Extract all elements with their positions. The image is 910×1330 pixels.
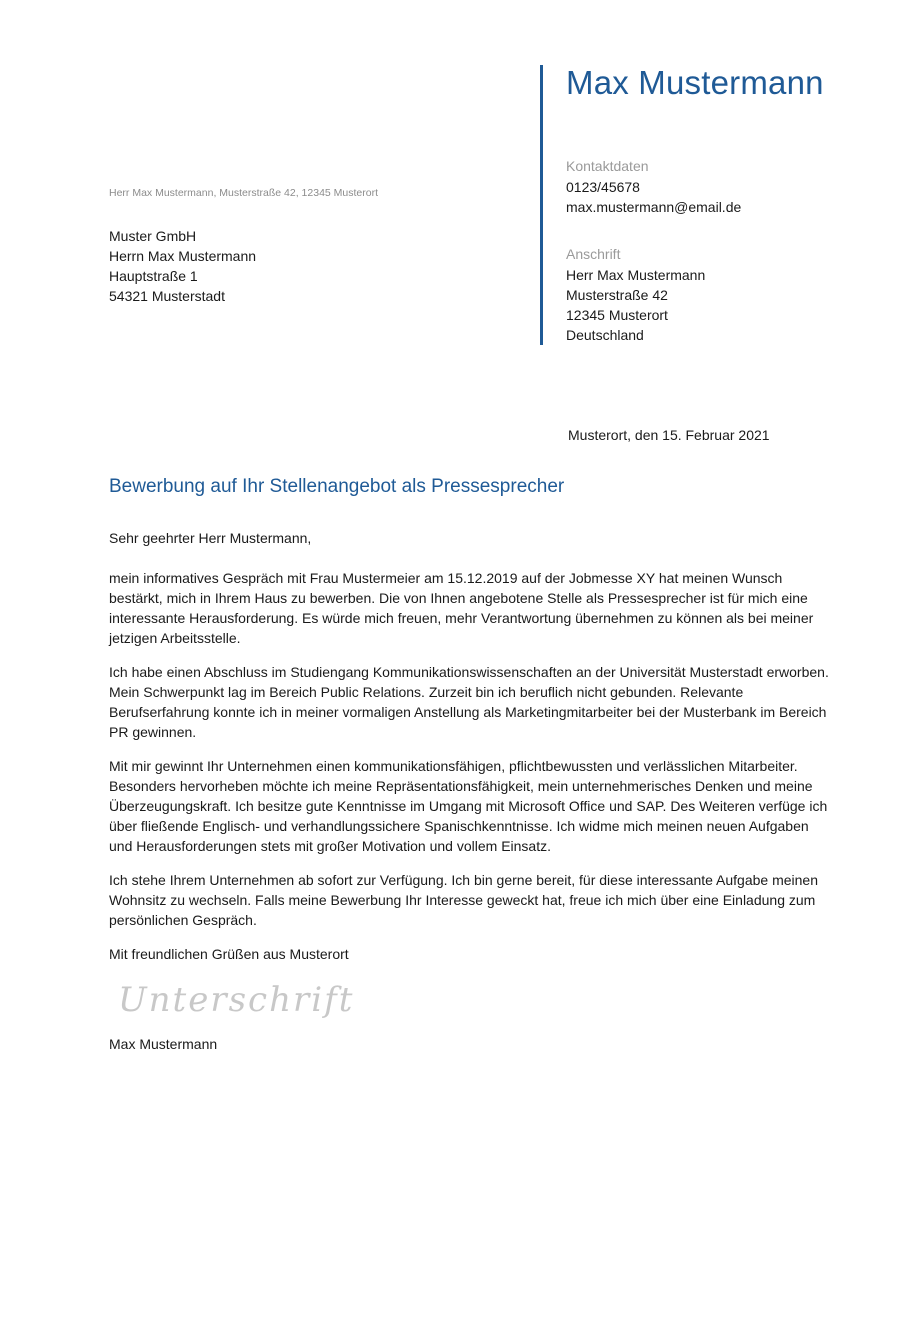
- address-line: Musterstraße 42: [566, 287, 668, 303]
- handwritten-signature: Unterschrift: [118, 980, 355, 1020]
- contact-phone: 0123/45678: [566, 179, 640, 195]
- address-line: Deutschland: [566, 327, 644, 343]
- recipient-line: Hauptstraße 1: [109, 268, 198, 284]
- address-label: Anschrift: [566, 246, 621, 262]
- closing: Mit freundlichen Grüßen aus Musterort: [109, 946, 349, 962]
- address-line: 12345 Musterort: [566, 307, 668, 323]
- letter-subject: Bewerbung auf Ihr Stellenangebot als Pressesprecher: [109, 476, 565, 497]
- signer-name: Max Mustermann: [109, 1036, 218, 1052]
- body-paragraph: Ich habe einen Abschluss im Studiengang Kommunikationswissenschaften an der Universität Musterstadt erworben. Mein Schwerpunkt lag im Bereich Public Relations. Zurzeit bin ich beruflich nicht gebunden. Relevante Berufserfahrung konnte ich in meiner vormaligen Anstellung als Marketingmitarbeiter bei der Musterbank im Bereich PR gewinnen.: [109, 664, 829, 740]
- recipient-line: Herrn Max Mustermann: [109, 248, 257, 264]
- recipient-line: 54321 Musterstadt: [109, 288, 225, 304]
- body-paragraph: Mit mir gewinnt Ihr Unternehmen einen kommunikationsfähigen, pflichtbewussten und verlässlichen Mitarbeiter. Besonders hervorheben möchte ich meine Repräsentationsfähigkeit, mein unternehmerisches Denken und meine Überzeugungskraft. Ich besitze gute Kenntnisse im Umgang mit Microsoft Office und SAP. Des Weiteren verfüge ich über fließende Englisch- und verhandlungssichere Spanischkenntnisse. Ich widme mich meinen neuen Aufgaben und Herausforderungen stets mit großer Motivation und vollem Einsatz.: [109, 758, 828, 854]
- body-paragraph: mein informatives Gespräch mit Frau Mustermeier am 15.12.2019 auf der Jobmesse XY hat meinen Wunsch bestärkt, mich in Ihrem Haus zu bewerben. Die von Ihnen angebotene Stelle als Pressesprecher ist für mich eine interessante Herausforderung. Es würde mich freuen, mehr Verantwortung übernehmen zu können als bei meiner jetzigen Arbeitsstelle.: [109, 570, 814, 646]
- contact-email: max.mustermann@email.de: [566, 199, 742, 215]
- salutation: Sehr geehrter Herr Mustermann,: [109, 530, 312, 546]
- accent-divider: [540, 65, 543, 345]
- applicant-name: Max Mustermann: [566, 64, 824, 101]
- address-line: Herr Max Mustermann: [566, 267, 706, 283]
- contact-label: Kontaktdaten: [566, 158, 649, 174]
- sender-return-line: Herr Max Mustermann, Musterstraße 42, 12345 Musterort: [109, 187, 379, 199]
- body-paragraph: Ich stehe Ihrem Unternehmen ab sofort zur Verfügung. Ich bin gerne bereit, für diese interessante Aufgabe meinen Wohnsitz zu wechseln. Falls meine Bewerbung Ihr Interesse geweckt hat, freue ich mich über eine Einladung zum persönlichen Gespräch.: [109, 872, 818, 928]
- recipient-line: Muster GmbH: [109, 228, 197, 244]
- letter-date: Musterort, den 15. Februar 2021: [568, 427, 770, 443]
